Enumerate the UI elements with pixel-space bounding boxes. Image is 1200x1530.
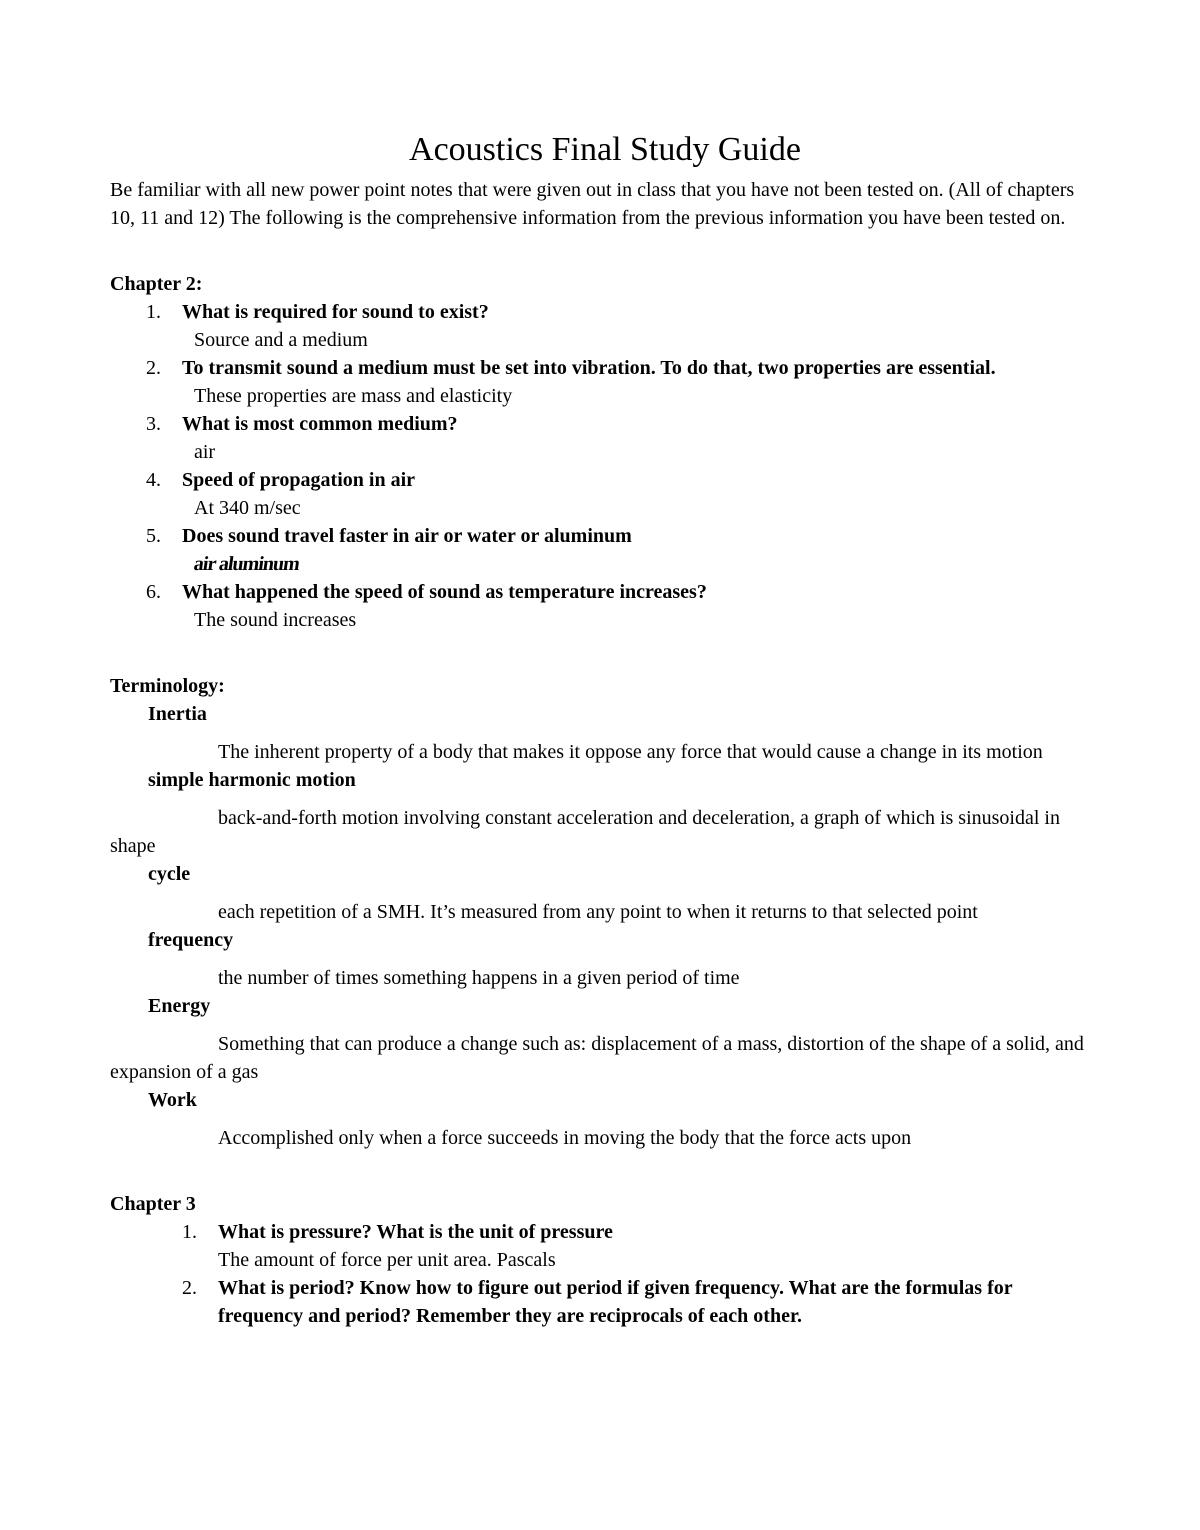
term-definition: The inherent property of a body that makes it oppose any force that would cause a change in its motion: [218, 741, 1043, 763]
chapter-2-questions: [110, 298, 1100, 634]
term-label: Energy: [148, 995, 211, 1017]
question-text: Does sound travel faster in air or water or aluminum: [182, 525, 632, 547]
chapter-3-questions: [110, 1218, 1100, 1330]
term-definition: Something that can produce a change such as: displacement of a mass, distortion of the shape of a solid, and expansion of a gas: [110, 1033, 1084, 1083]
question-number: 4.: [146, 469, 161, 491]
question-number: 5.: [146, 525, 161, 547]
question-text: What is pressure? What is the unit of pressure: [218, 1221, 613, 1243]
term-label: simple harmonic motion: [148, 769, 356, 791]
term-definition: the number of times something happens in a given period of time: [218, 967, 740, 989]
question-text: What is most common medium?: [182, 413, 458, 435]
intro-paragraph: Be familiar with all new power point notes that were given out in class that you have not been tested on. (All of chapters 10, 11 and 12) The following is the comprehensive information from the previous information you have been tested on.: [110, 179, 1075, 229]
answer-text: At 340 m/sec: [194, 497, 301, 519]
list-item: [110, 466, 1100, 522]
question-number: 3.: [146, 413, 161, 435]
term-definition: back-and-forth motion involving constant acceleration and deceleration, a graph of which is sinusoidal in shape: [110, 807, 1060, 857]
chapter-3-section: [110, 1190, 1100, 1330]
list-item: [110, 522, 1100, 578]
answer-text: These properties are mass and elasticity: [194, 385, 513, 407]
list-item: [110, 298, 1100, 354]
list-item: [110, 1218, 1100, 1274]
term-label: cycle: [148, 863, 191, 885]
chapter-3-heading: Chapter 3: [110, 1193, 196, 1215]
document-page: [110, 128, 1100, 1330]
question-number: 1.: [182, 1221, 197, 1243]
answer-text: Source and a medium: [194, 329, 368, 351]
question-number: 2.: [182, 1277, 197, 1299]
question-number: 2.: [146, 357, 161, 379]
document-title: Acoustics Final Study Guide: [409, 131, 801, 168]
list-item: [110, 354, 1100, 410]
term-label: frequency: [148, 929, 234, 951]
terminology-section: [110, 672, 1100, 1152]
chapter-2-heading: Chapter 2:: [110, 273, 203, 295]
answer-text: air aluminum: [192, 553, 301, 575]
terminology-heading: Terminology:: [110, 675, 225, 697]
list-item: [110, 578, 1100, 634]
answer-text: The sound increases: [194, 609, 357, 631]
question-text: Speed of propagation in air: [182, 469, 415, 491]
question-text: What is period? Know how to figure out period if given frequency. What are the formulas for frequency and period? Remember they are reciprocals of each other.: [218, 1277, 1013, 1327]
term-definition: each repetition of a SMH. It’s measured from any point to when it returns to that selected point: [218, 901, 978, 923]
chapter-2-section: [110, 270, 1100, 634]
term-label: Work: [148, 1089, 197, 1111]
answer-text: air: [194, 441, 216, 463]
question-text: To transmit sound a medium must be set into vibration. To do that, two properties are essential.: [182, 357, 996, 379]
question-number: 6.: [146, 581, 161, 603]
answer-text: The amount of force per unit area. Pascals: [218, 1249, 556, 1271]
list-item: [110, 1274, 1100, 1330]
question-text: What is required for sound to exist?: [182, 301, 489, 323]
term-definition: Accomplished only when a force succeeds in moving the body that the force acts upon: [218, 1127, 912, 1149]
question-text: What happened the speed of sound as temperature increases?: [182, 581, 707, 603]
term-label: Inertia: [148, 703, 207, 725]
list-item: [110, 410, 1100, 466]
question-number: 1.: [146, 301, 161, 323]
